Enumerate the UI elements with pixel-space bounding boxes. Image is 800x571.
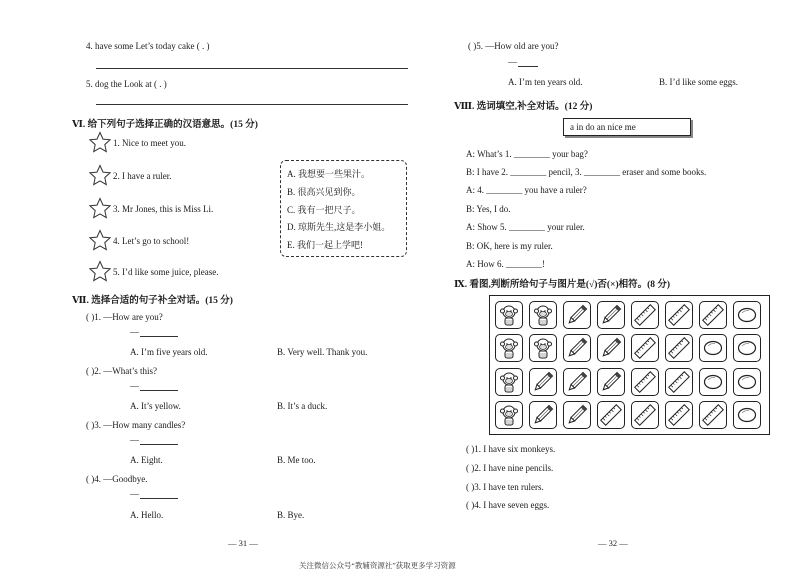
egg-icon [699, 334, 727, 362]
answer-line [140, 390, 178, 391]
star-icon [88, 229, 112, 253]
pencil-icon [597, 334, 625, 362]
dash: — [130, 435, 139, 445]
dash: — [130, 381, 139, 391]
section-7-title: Ⅶ. 选择合适的句子补全对话。(15 分) [72, 296, 233, 306]
answer-line [140, 336, 178, 337]
ruler-icon [631, 368, 659, 396]
dialogue-line-5: A: Show 5. ________ your ruler. [466, 222, 585, 232]
pencil-icon [529, 401, 557, 429]
monkey-icon [529, 334, 557, 362]
s7-q1-b: B. Very well. Thank you. [277, 347, 368, 357]
s6-item-5: 5. I’d like some juice, please. [113, 267, 219, 277]
word-bank: a in do an nice me [570, 122, 636, 132]
footer-note: 关注微信公众号“教辅资源社”获取更多学习资源 [299, 561, 456, 570]
s9-item-2: ( )2. I have nine pencils. [466, 463, 554, 473]
s9-item-4: ( )4. I have seven eggs. [466, 500, 550, 510]
monkey-icon [495, 401, 523, 429]
ruler-icon [699, 301, 727, 329]
s7-q2-b: B. It’s a duck. [277, 401, 328, 411]
monkey-icon [495, 368, 523, 396]
monkey-icon [495, 301, 523, 329]
s7-q4: ( )4. —Goodbye. [86, 474, 148, 484]
s6-item-4: 4. Let’s go to school! [113, 236, 190, 246]
s6-item-2: 2. I have a ruler. [113, 171, 172, 181]
s7-q2-a: A. It’s yellow. [130, 401, 181, 411]
egg-icon [699, 368, 727, 396]
ruler-icon [631, 301, 659, 329]
egg-icon [733, 368, 761, 396]
pencil-icon [563, 334, 591, 362]
star-icon [88, 131, 112, 155]
section-9-title: Ⅸ. 看图,判断所给句子与图片是(√)否(×)相符。(8 分) [454, 280, 671, 290]
section-8-title: Ⅷ. 选词填空,补全对话。(12 分) [454, 102, 593, 112]
s7-q5-b: B. I’d like some eggs. [659, 77, 738, 87]
section-6-title: Ⅵ. 给下列句子选择正确的汉语意思。(15 分) [72, 120, 258, 130]
s9-item-1: ( )1. I have six monkeys. [466, 444, 556, 454]
s7-q5: ( )5. —How old are you? [468, 41, 559, 51]
s7-q2: ( )2. —What’s this? [86, 366, 157, 376]
ruler-icon [597, 401, 625, 429]
dialogue-line-4: B: Yes, I do. [466, 204, 511, 214]
s6-item-3: 3. Mr Jones, this is Miss Li. [113, 204, 214, 214]
pencil-icon [563, 401, 591, 429]
answer-line [140, 498, 178, 499]
s7-q4-b: B. Bye. [277, 510, 305, 520]
star-icon [88, 164, 112, 188]
s9-item-3: ( )3. I have ten rulers. [466, 482, 544, 492]
ruler-icon [699, 401, 727, 429]
pencil-icon [529, 368, 557, 396]
ruler-icon [665, 368, 693, 396]
s7-q3-a: A. Eight. [130, 455, 163, 465]
s7-q1-a: A. I’m five years old. [130, 347, 208, 357]
dialogue-line-7: A: How 6. ________! [466, 259, 545, 269]
option-e: E. 我们一起上学吧! [287, 240, 363, 250]
ruler-icon [665, 334, 693, 362]
option-b: B. 很高兴见到你。 [287, 187, 361, 197]
s7-q5-a: A. I’m ten years old. [508, 77, 583, 87]
s6-item-1: 1. Nice to meet you. [113, 138, 186, 148]
dialogue-line-1: A: What’s 1. ________ your bag? [466, 149, 588, 159]
answer-line [518, 66, 538, 67]
s7-q3-b: B. Me too. [277, 455, 316, 465]
egg-icon [733, 334, 761, 362]
star-icon [88, 260, 112, 284]
option-a: A. 我想要一些果汁。 [287, 169, 370, 179]
star-icon [88, 197, 112, 221]
pencil-icon [597, 368, 625, 396]
egg-icon [733, 401, 761, 429]
answer-line [96, 68, 408, 69]
ruler-icon [665, 401, 693, 429]
pencil-icon [563, 368, 591, 396]
ruler-icon [631, 334, 659, 362]
egg-icon [733, 301, 761, 329]
dialogue-line-3: A: 4. ________ you have a ruler? [466, 185, 587, 195]
s5-item-4: 4. have some Let’s today cake ( . ) [86, 41, 210, 51]
ruler-icon [665, 301, 693, 329]
option-c: C. 我有一把尺子。 [287, 205, 361, 215]
pencil-icon [563, 301, 591, 329]
pencil-icon [597, 301, 625, 329]
monkey-icon [529, 301, 557, 329]
dialogue-line-2: B: I have 2. ________ pencil, 3. ________ eraser and some books. [466, 167, 707, 177]
answer-line [96, 104, 408, 105]
s7-q1: ( )1. —How are you? [86, 312, 163, 322]
ruler-icon [631, 401, 659, 429]
monkey-icon [495, 334, 523, 362]
dash: — [508, 57, 517, 67]
page-number-left: — 31 — [228, 538, 258, 548]
dash: — [130, 327, 139, 337]
dialogue-line-6: B: OK, here is my ruler. [466, 241, 553, 251]
s7-q3: ( )3. —How many candles? [86, 420, 186, 430]
s5-item-5: 5. dog the Look at ( . ) [86, 79, 167, 89]
answer-line [140, 444, 178, 445]
page-number-right: — 32 — [598, 538, 628, 548]
s7-q4-a: A. Hello. [130, 510, 164, 520]
dash: — [130, 489, 139, 499]
option-d: D. 琼斯先生,这是李小姐。 [287, 222, 391, 232]
